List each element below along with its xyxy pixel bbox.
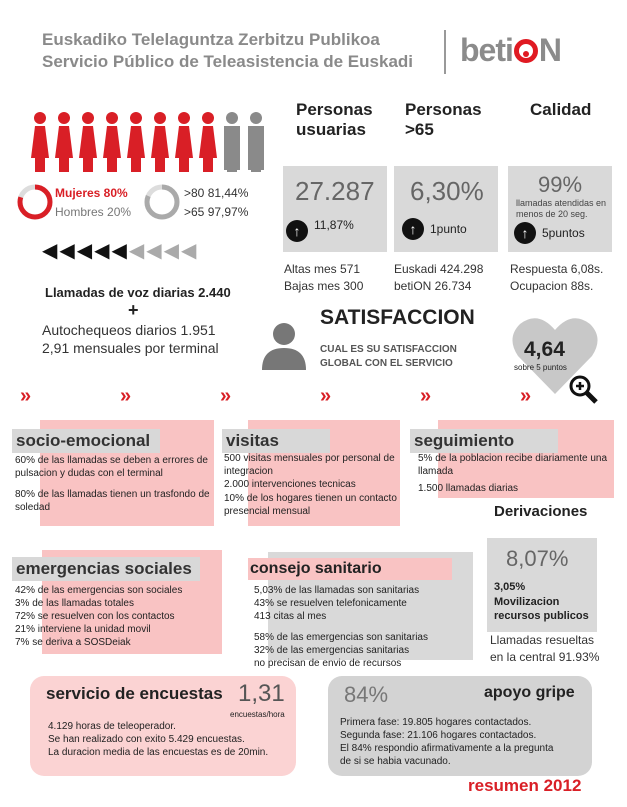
- emergencias-line: 72% se resuelven con los contactos: [15, 611, 175, 622]
- person-body: [127, 126, 145, 158]
- up-arrow-icon: ↑: [402, 218, 424, 240]
- encuestas-value: 1,31: [238, 680, 285, 707]
- auto2: 2,91 mensuales por terminal: [42, 340, 219, 356]
- encuestas-title: servicio de encuestas: [46, 684, 223, 703]
- person-legs: [107, 158, 117, 172]
- derivaciones-res1: Llamadas resueltas: [490, 633, 595, 647]
- person-legs: [131, 158, 141, 172]
- chevron-right-icon: »: [420, 385, 432, 407]
- socio-p2: 80% de las llamadas tienen un trasfondo de soledad: [15, 489, 210, 513]
- person-icon: [202, 112, 214, 124]
- person-icon: [226, 112, 238, 124]
- consejo-lines: [254, 584, 428, 670]
- consejo-line: 413 citas al mes: [254, 611, 327, 622]
- col3-l1: Respuesta 6,08s.: [510, 262, 604, 276]
- auto1: Autochequeos diarios 1.951: [42, 322, 216, 338]
- derivaciones-value: 8,07%: [506, 546, 569, 571]
- col3-change: 5puntos: [542, 226, 585, 240]
- derivaciones-title: Derivaciones: [494, 503, 588, 520]
- person-body: [55, 126, 73, 158]
- person-legs: [59, 158, 69, 172]
- derivaciones-sub2: recursos publicos: [494, 610, 589, 622]
- visitas-l2: 2.000 intervenciones tecnicas: [224, 479, 356, 490]
- footer-year: resumen 2012: [468, 776, 582, 795]
- col2-value: 6,30%: [410, 176, 484, 206]
- women-pct: Mujeres 80%: [55, 186, 128, 200]
- header-line1: Euskadiko Telelaguntza Zerbitzu Publikoa: [42, 30, 380, 49]
- person-legs: [179, 158, 189, 172]
- gripe-l4: de si se habia vacunado.: [340, 756, 451, 767]
- satisfaccion-q1: CUAL ES SU SATISFACCION: [320, 344, 457, 355]
- calls-voz: Llamadas de voz diarias 2.440: [45, 285, 231, 300]
- chevron-right-icon: »: [220, 385, 232, 407]
- visitas-l1: 500 visitas mensuales por personal de integracion: [224, 453, 395, 477]
- person-body: [103, 126, 121, 158]
- gripe-l2: Segunda fase: 21.106 hogares contactados.: [340, 730, 537, 741]
- person-body: [79, 126, 97, 158]
- emergencias-line: 42% de las emergencias son sociales: [15, 585, 183, 596]
- emergencias-line: 3% de las llamadas totales: [15, 598, 134, 609]
- encuestas-l1: 4.129 horas de teleoperador.: [48, 721, 176, 732]
- emergencias-lines: [15, 584, 182, 649]
- col2-change: 1punto: [430, 222, 467, 236]
- visitas-title: visitas: [222, 429, 330, 453]
- person-body: [31, 126, 49, 158]
- encuestas-unit: encuestas/hora: [230, 710, 285, 719]
- person-icon: [106, 112, 118, 124]
- consejo-line: 32% de las emergencias sanitarias: [254, 645, 410, 656]
- person-icon: [154, 112, 166, 124]
- person-body: [175, 126, 193, 158]
- encuestas-l3: La duracion media de las encuestas es de 20min.: [48, 747, 269, 758]
- header-divider: [444, 30, 446, 74]
- zoom-in-icon[interactable]: [568, 374, 598, 404]
- person-icon: [130, 112, 142, 124]
- satisfaccion-score-sub: sobre 5 puntos: [514, 363, 567, 372]
- socio-p1: 60% de las llamadas se deben a errores de pulsacion y dudas con el terminal: [15, 455, 208, 479]
- col3-value: 99%: [538, 172, 583, 197]
- col1-title: Personas usuarias: [296, 100, 373, 139]
- header-line2: Servicio Público de Teleasistencia de Euskadi: [42, 52, 414, 71]
- gripe-title: apoyo gripe: [484, 684, 575, 701]
- person-legs: [251, 158, 261, 172]
- men-pct: Hombres 20%: [55, 205, 132, 219]
- derivaciones-sub-value: 3,05%: [494, 581, 526, 593]
- person-icon: [34, 112, 46, 124]
- col3-title: Calidad: [530, 100, 592, 119]
- col3-sub: llamadas atendidas en menos de 20 seg.: [516, 198, 607, 219]
- encuestas-l2: Se han realizado con exito 5.429 encuestas.: [48, 734, 245, 745]
- seguimiento-l2: 1.500 llamadas diarias: [418, 483, 519, 494]
- up-arrow-icon: ↑: [286, 220, 308, 242]
- col2-l2: betiON 26.734: [394, 279, 472, 293]
- emergencias-line: 7% se deriva a SOSDeiak: [15, 637, 131, 648]
- consejo-line: 5,03% de las llamadas son sanitarias: [254, 585, 420, 596]
- betion-logo: beti N: [460, 32, 561, 68]
- people-pictogram: [30, 110, 270, 185]
- age80: >80 81,44%: [184, 186, 249, 200]
- chevron-right-icon: »: [20, 385, 32, 407]
- satisfaccion-score: 4,64: [524, 338, 565, 361]
- col1-l1: Altas mes 571: [284, 262, 361, 276]
- person-legs: [83, 158, 93, 172]
- plus-sign: +: [128, 300, 139, 320]
- emergencias-line: 21% interviene la unidad movil: [15, 624, 151, 635]
- person-icon: [82, 112, 94, 124]
- person-icon: [178, 112, 190, 124]
- derivaciones-res2: en la central 91.93%: [490, 650, 600, 664]
- people-icons: [30, 110, 270, 180]
- chevron-right-icon: »: [520, 385, 532, 407]
- chevron-right-icon: »: [320, 385, 332, 407]
- gender-donut: [15, 182, 55, 222]
- person-legs: [155, 158, 165, 172]
- gripe-value: 84%: [344, 682, 389, 707]
- up-arrow-icon: ↑: [514, 222, 536, 244]
- gripe-l3: El 84% respondio afirmativamente a la pregunta: [340, 743, 554, 754]
- age65: >65 97,97%: [184, 205, 249, 219]
- consejo-title: consejo sanitario: [250, 560, 382, 577]
- socio-title: socio-emocional: [12, 429, 160, 453]
- col2-title: Personas >65: [405, 100, 482, 139]
- col1-l2: Bajas mes 300: [284, 279, 364, 293]
- consejo-line-spacer: [254, 623, 428, 631]
- consejo-line: 43% se resuelven telefonicamente: [254, 598, 407, 609]
- satisfaccion-title: SATISFACCION: [320, 306, 475, 329]
- consejo-line: no precisan de envio de recursos: [254, 658, 402, 669]
- derivaciones-sub1: Movilizacion: [494, 596, 560, 608]
- speaker-icons: ◀◀◀◀◀◀◀◀◀: [42, 240, 199, 262]
- person-icon: [250, 112, 262, 124]
- chevron-right-icon: »: [120, 385, 132, 407]
- visitas-l3: 10% de los hogares tienen un contacto presencial mensual: [224, 493, 397, 517]
- consejo-line: 58% de las emergencias son sanitarias: [254, 632, 428, 643]
- col2-l1: Euskadi 424.298: [394, 262, 484, 276]
- person-legs: [227, 158, 237, 172]
- age-donut: [142, 182, 182, 222]
- emergencias-title: emergencias sociales: [12, 557, 200, 581]
- col3-l2: Ocupacion 88s.: [510, 279, 594, 293]
- col1-value: 27.287: [295, 176, 375, 206]
- person-body: [151, 126, 169, 158]
- person-icon: [58, 112, 70, 124]
- logo-o-icon: [514, 39, 538, 63]
- satisfaccion-q2: GLOBAL CON EL SERVICIO: [320, 358, 453, 369]
- user-avatar-icon: [258, 318, 310, 370]
- gripe-l1: Primera fase: 19.805 hogares contactados.: [340, 717, 532, 728]
- person-legs: [203, 158, 213, 172]
- seguimiento-title: seguimiento: [410, 429, 558, 453]
- person-legs: [35, 158, 45, 172]
- col1-change: 11,87%: [314, 218, 354, 232]
- person-body: [199, 126, 217, 158]
- seguimiento-l1: 5% de la poblacion recibe diariamente una llamada: [418, 453, 608, 477]
